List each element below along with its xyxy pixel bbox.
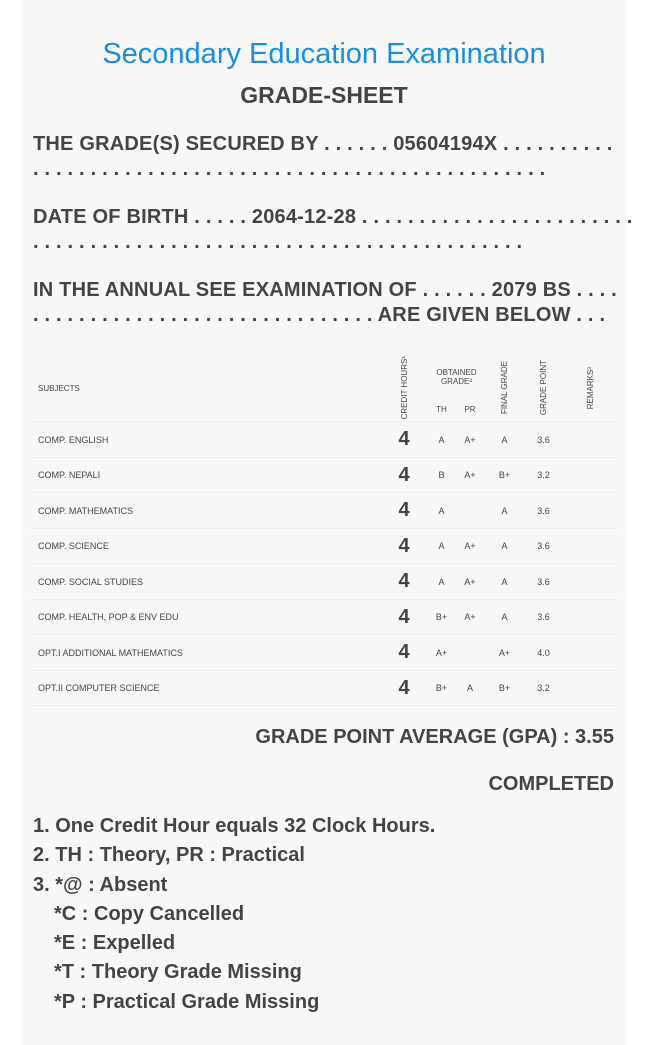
cell-final: A xyxy=(485,599,524,635)
cell-subject: OPT.II COMPUTER SCIENCE xyxy=(30,670,380,706)
cell-gp: 3.2 xyxy=(524,457,563,493)
cell-credit: 4 xyxy=(380,528,428,564)
cell-credit: 4 xyxy=(380,493,428,529)
cell-remarks xyxy=(563,493,618,529)
cell-gp: 3.6 xyxy=(524,422,563,458)
table-row xyxy=(30,528,618,564)
exam-line: IN THE ANNUAL SEE EXAMINATION OF . . . . . . 2079 BS . . . . xyxy=(33,279,617,301)
status: COMPLETED xyxy=(488,773,614,795)
header-credit: CREDIT HOURS¹ xyxy=(399,356,409,420)
table-row xyxy=(30,635,618,671)
cell-gp: 3.6 xyxy=(524,564,563,600)
dob-dots: . . . . . . . . . . . . . . . . . . . . . . . . . . . . . . . . . . . . . . . . . . . xyxy=(33,231,523,253)
cell-gp: 3.6 xyxy=(524,493,563,529)
exam-title: Secondary Education Examination xyxy=(102,38,546,70)
cell-gp: 3.6 xyxy=(524,528,563,564)
cell-th: A xyxy=(428,493,455,529)
cell-th: A xyxy=(428,564,455,600)
note: *P : Practical Grade Missing xyxy=(54,990,320,1013)
cell-subject: COMP. ENGLISH xyxy=(30,422,380,458)
cell-remarks xyxy=(563,457,618,493)
grade-sheet xyxy=(22,0,633,1045)
cell-subject: COMP. SCIENCE xyxy=(30,528,380,564)
cell-final: B+ xyxy=(485,670,524,706)
cell-gp: 3.6 xyxy=(524,599,563,635)
cell-credit: 4 xyxy=(380,635,428,671)
cell-final: A xyxy=(485,564,524,600)
table-row xyxy=(30,493,618,529)
cell-gp: 3.2 xyxy=(524,670,563,706)
cell-th: B+ xyxy=(428,599,455,635)
cell-credit: 4 xyxy=(380,457,428,493)
secured-by-line: THE GRADE(S) SECURED BY . . . . . . 05604194X . . . . . . . . . . xyxy=(33,133,613,155)
table-row xyxy=(30,422,618,458)
exam-line-2: . . . . . . . . . . . . . . . . . . . . . . . . . . . . . . ARE GIVEN BELOW . . . xyxy=(33,304,606,326)
cell-subject: COMP. HEALTH, POP & ENV EDU xyxy=(30,599,380,635)
cell-credit: 4 xyxy=(380,599,428,635)
grades-table xyxy=(30,356,618,706)
cell-th: A xyxy=(428,528,455,564)
gpa: GRADE POINT AVERAGE (GPA) : 3.55 xyxy=(255,726,614,748)
table-row xyxy=(30,599,618,635)
secured-by-dots: . . . . . . . . . . . . . . . . . . . . . . . . . . . . . . . . . . . . . . . . . . . . . xyxy=(33,158,546,180)
cell-pr: A xyxy=(455,670,485,706)
header-remarks: REMARKS³ xyxy=(586,366,595,409)
cell-remarks xyxy=(563,635,618,671)
table-row xyxy=(30,670,618,706)
note: 2. TH : Theory, PR : Practical xyxy=(33,844,305,867)
cell-th: B+ xyxy=(428,670,455,706)
header-gp: GRADE POINT xyxy=(539,360,548,416)
cell-remarks xyxy=(563,599,618,635)
note: *E : Expelled xyxy=(54,932,176,955)
cell-final: A xyxy=(485,422,524,458)
cell-pr xyxy=(455,493,485,529)
cell-credit: 4 xyxy=(380,422,428,458)
header-th: TH xyxy=(428,398,455,422)
header-obtained: OBTAINED GRADE² xyxy=(436,368,477,387)
notes xyxy=(33,812,435,1017)
table-row xyxy=(30,564,618,600)
cell-th: B xyxy=(428,457,455,493)
sheet-subtitle: GRADE-SHEET xyxy=(240,82,408,108)
note: *T : Theory Grade Missing xyxy=(54,961,302,984)
cell-subject: OPT.I ADDITIONAL MATHEMATICS xyxy=(30,635,380,671)
cell-pr: A+ xyxy=(455,528,485,564)
cell-credit: 4 xyxy=(380,670,428,706)
header-subjects: SUBJECTS xyxy=(30,356,380,422)
cell-subject: COMP. MATHEMATICS xyxy=(30,493,380,529)
cell-final: B+ xyxy=(485,457,524,493)
cell-remarks xyxy=(563,528,618,564)
cell-final: A xyxy=(485,528,524,564)
note: *C : Copy Cancelled xyxy=(54,902,245,925)
cell-credit: 4 xyxy=(380,564,428,600)
cell-remarks xyxy=(563,422,618,458)
header-final: FINAL GRADE xyxy=(500,361,509,415)
cell-subject: COMP. SOCIAL STUDIES xyxy=(30,564,380,600)
note: 1. One Credit Hour equals 32 Clock Hours. xyxy=(33,815,436,837)
header-pr: PR xyxy=(455,398,485,422)
cell-pr xyxy=(455,635,485,671)
cell-pr: A+ xyxy=(455,599,485,635)
cell-remarks xyxy=(563,564,618,600)
cell-pr: A+ xyxy=(455,422,485,458)
cell-th: A+ xyxy=(428,635,455,671)
cell-subject: COMP. NEPALI xyxy=(30,457,380,493)
cell-th: A xyxy=(428,422,455,458)
cell-remarks xyxy=(563,670,618,706)
cell-final: A+ xyxy=(485,635,524,671)
cell-pr: A+ xyxy=(455,564,485,600)
cell-pr: A+ xyxy=(455,457,485,493)
dob-line: DATE OF BIRTH . . . . . 2064-12-28 . . . . . . . . . . . . . . . . . . . . . . . . xyxy=(33,206,633,228)
table-row xyxy=(30,457,618,493)
cell-gp: 4.0 xyxy=(524,635,563,671)
cell-final: A xyxy=(485,493,524,529)
note: 3. *@ : Absent xyxy=(33,873,168,896)
